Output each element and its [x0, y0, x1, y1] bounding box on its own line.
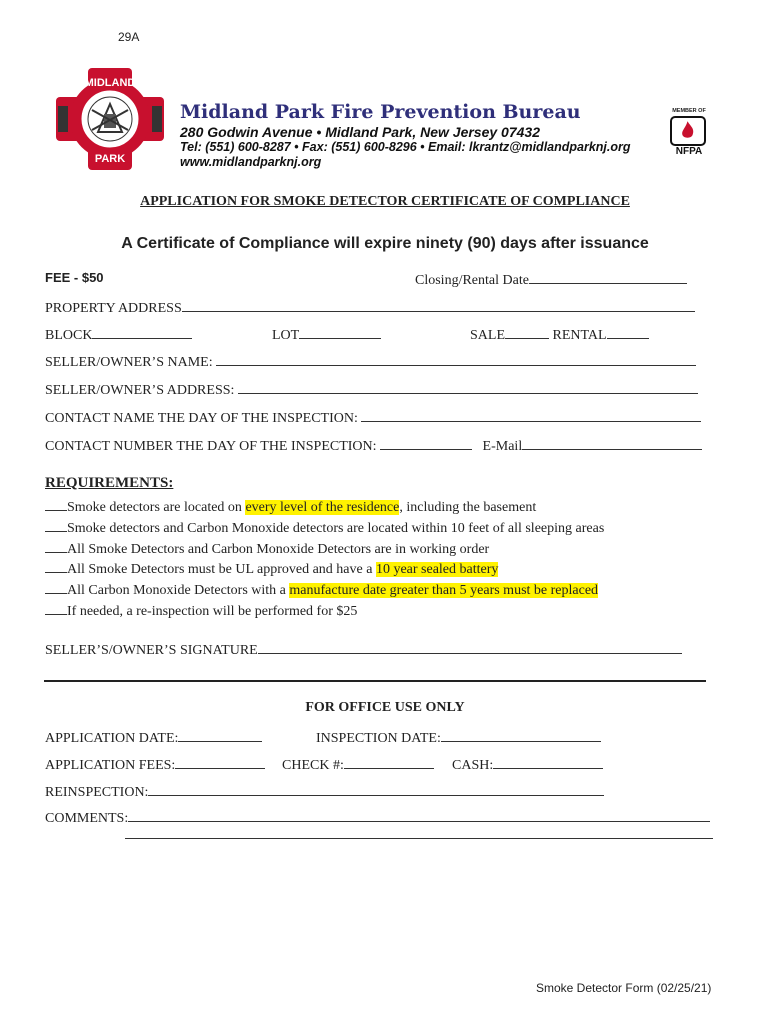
- closing-date-input[interactable]: [529, 270, 687, 284]
- application-fees-input[interactable]: [175, 755, 265, 769]
- property-address-input[interactable]: [182, 298, 695, 312]
- requirement-check-blank[interactable]: [45, 580, 67, 594]
- form-number: 29A: [118, 30, 140, 44]
- requirement-text: All Smoke Detectors and Carbon Monoxide Detectors are in working order: [67, 541, 490, 557]
- cash-input[interactable]: [493, 755, 603, 769]
- contact-number-input[interactable]: [380, 436, 472, 450]
- requirement-text: Smoke detectors and Carbon Monoxide detectors are located within 10 feet of all sleeping areas: [67, 520, 605, 536]
- requirement-text-end: , including the basement: [399, 500, 537, 515]
- reinspection-label: REINSPECTION:: [45, 785, 149, 800]
- badge-bottom-text: PARK: [94, 153, 126, 165]
- requirements-heading: REQUIREMENTS:: [45, 475, 174, 491]
- contact-number-field: [45, 436, 702, 455]
- sale-label: SALE: [470, 328, 505, 343]
- lot-label: LOT: [272, 328, 300, 343]
- signature-input[interactable]: [258, 640, 682, 654]
- property-address-label: PROPERTY ADDRESS: [45, 301, 182, 316]
- rental-label: RENTAL: [552, 328, 607, 343]
- form-subtitle: A Certificate of Compliance will expire ninety (90) days after issuance: [121, 235, 649, 252]
- nfpa-text: NFPA: [675, 146, 703, 157]
- block-field: [45, 325, 192, 344]
- reinspection-field: [45, 782, 604, 801]
- seller-address-field: [45, 380, 698, 399]
- fee-label: FEE - $50: [45, 270, 104, 285]
- requirement-check-blank[interactable]: [45, 601, 67, 615]
- requirement-highlight: manufacture date greater than 5 years must be replaced: [289, 583, 599, 599]
- nfpa-member-logo: [662, 108, 716, 158]
- org-name: Midland Park Fire Prevention Bureau: [180, 101, 581, 123]
- property-address-field: [45, 298, 695, 317]
- inspection-date-input[interactable]: [441, 728, 601, 742]
- block-input[interactable]: [92, 325, 192, 339]
- requirement-check-blank[interactable]: [45, 539, 67, 553]
- requirement-item: [45, 497, 536, 516]
- requirement-item: [45, 580, 598, 599]
- signature-label: SELLER’S/OWNER’S SIGNATURE: [45, 643, 258, 658]
- rental-input[interactable]: [607, 325, 649, 339]
- signature-field: [45, 640, 682, 659]
- comments-input-line-2[interactable]: [125, 825, 713, 839]
- requirement-item: [45, 518, 604, 537]
- application-date-label: APPLICATION DATE:: [45, 731, 179, 746]
- org-address: 280 Godwin Avenue • Midland Park, New Jersey 07432: [180, 124, 540, 140]
- requirement-text: If needed, a re-inspection will be performed for $25: [67, 604, 358, 619]
- check-label: CHECK #:: [282, 758, 344, 773]
- seller-name-field: [45, 352, 696, 371]
- fire-department-badge-logo: [46, 64, 174, 174]
- requirement-text: Smoke detectors are located on: [67, 500, 246, 515]
- cash-label: CASH:: [452, 758, 494, 773]
- application-date-field: [45, 728, 262, 747]
- contact-number-label: CONTACT NUMBER THE DAY OF THE INSPECTION:: [45, 439, 377, 454]
- comments-label: COMMENTS:: [45, 811, 129, 826]
- lot-input[interactable]: [299, 325, 381, 339]
- office-use-title: FOR OFFICE USE ONLY: [305, 700, 465, 715]
- contact-name-label: CONTACT NAME THE DAY OF THE INSPECTION:: [45, 411, 358, 426]
- inspection-date-label: INSPECTION DATE:: [316, 731, 441, 746]
- cash-field: [452, 755, 603, 774]
- requirement-highlight: 10 year sealed battery: [375, 562, 499, 578]
- requirement-highlight: every level of the residence: [245, 500, 400, 515]
- seller-name-label: SELLER/OWNER’S NAME:: [45, 355, 213, 370]
- reinspection-input[interactable]: [148, 782, 604, 796]
- seller-address-input[interactable]: [238, 380, 698, 394]
- comments-input[interactable]: [128, 808, 710, 822]
- closing-date-field: [415, 270, 687, 289]
- seller-address-label: SELLER/OWNER’S ADDRESS:: [45, 383, 235, 398]
- inspection-date-field: [316, 728, 601, 747]
- requirement-check-blank[interactable]: [45, 497, 67, 511]
- requirement-text: All Carbon Monoxide Detectors with a: [67, 583, 290, 599]
- requirement-check-blank[interactable]: [45, 559, 67, 573]
- email-label: E-Mail: [482, 439, 523, 454]
- badge-top-text: MIDLAND: [84, 77, 136, 89]
- form-title: APPLICATION FOR SMOKE DETECTOR CERTIFICATE OF COMPLIANCE: [140, 194, 630, 209]
- requirement-text: All Smoke Detectors must be UL approved and have a: [67, 562, 376, 578]
- lot-field: [272, 325, 381, 344]
- form-footer: Smoke Detector Form (02/25/21): [536, 981, 712, 995]
- nfpa-member-of: MEMBER OF: [672, 108, 706, 114]
- sale-input[interactable]: [505, 325, 549, 339]
- org-website: www.midlandparknj.org: [180, 155, 322, 169]
- application-fees-field: [45, 755, 265, 774]
- requirement-item: [45, 539, 489, 558]
- application-fees-label: APPLICATION FEES:: [45, 758, 176, 773]
- block-label: BLOCK: [45, 328, 93, 343]
- check-field: [282, 755, 434, 774]
- requirement-check-blank[interactable]: [45, 518, 67, 532]
- closing-date-label: Closing/Rental Date: [415, 273, 529, 288]
- nfpa-icon: [670, 116, 706, 146]
- email-input[interactable]: [522, 436, 702, 450]
- org-contact: Tel: (551) 600-8287 • Fax: (551) 600-8296 • Email: lkrantz@midlandparknj.org: [180, 140, 631, 154]
- check-input[interactable]: [344, 755, 434, 769]
- section-divider: [44, 680, 706, 682]
- sale-rental-field: [470, 325, 649, 344]
- requirement-item: [45, 601, 357, 620]
- requirement-item: [45, 559, 498, 578]
- application-date-input[interactable]: [178, 728, 262, 742]
- contact-name-field: [45, 408, 701, 427]
- seller-name-input[interactable]: [216, 352, 696, 366]
- contact-name-input[interactable]: [361, 408, 701, 422]
